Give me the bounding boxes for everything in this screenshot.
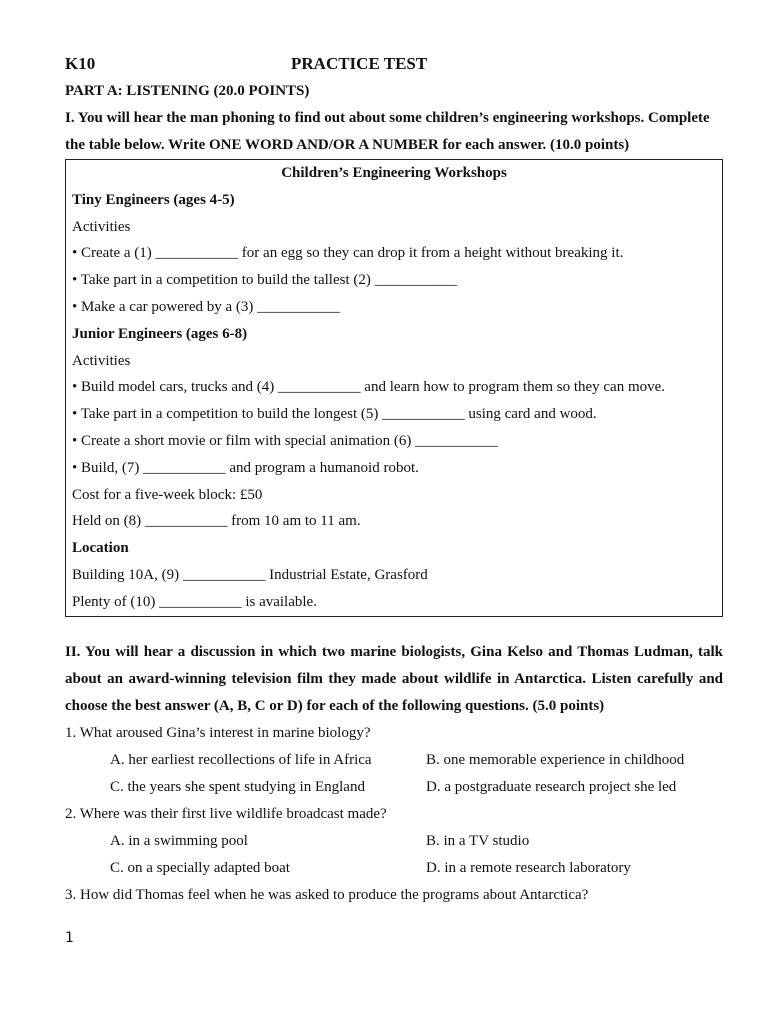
table-line: Building 10A, (9) ___________ Industrial Estate, Grasford [72, 566, 428, 583]
table-line: Tiny Engineers (ages 4-5) [72, 191, 235, 208]
part-a-heading: PART A: LISTENING (20.0 POINTS) [65, 83, 310, 99]
option-b: B. one memorable experience in childhood [426, 751, 685, 768]
option-d: D. in a remote research laboratory [426, 859, 631, 876]
table-line: • Create a (1) ___________ for an egg so they can drop it from a height without breaking it. [72, 245, 624, 262]
header [65, 50, 723, 78]
option-d: D. a postgraduate research project she led [426, 778, 677, 795]
table-line: Junior Engineers (ages 6-8) [72, 325, 248, 342]
option-b: B. in a TV studio [426, 832, 530, 849]
table-line: Held on (8) ___________ from 10 am to 11 am. [72, 513, 361, 530]
page-number: 1 [65, 930, 74, 946]
question-text: 2. Where was their first live wildlife broadcast made? [65, 805, 387, 822]
table-title: Children’s Engineering Workshops [281, 165, 507, 181]
class-code: K10 [65, 54, 96, 73]
table-line: • Build, (7) ___________ and program a humanoid robot. [72, 459, 419, 476]
workshops-table [65, 159, 723, 617]
question-list [65, 720, 723, 882]
option-a: A. her earliest recollections of life in Africa [110, 751, 372, 768]
table-line: • Take part in a competition to build the tallest (2) ___________ [72, 272, 458, 289]
table-line: Cost for a five-week block: £50 [72, 486, 263, 503]
table-line: Activities [72, 218, 131, 235]
table-lines [72, 187, 716, 616]
page [65, 50, 723, 909]
question-3: 3. How did Thomas feel when he was asked to produce the programs about Antarctica? [65, 886, 589, 903]
table-line: • Create a short movie or film with special animation (6) ___________ [72, 432, 498, 449]
section1-instruction-line1: I. You will hear the man phoning to find out about some children’s engineering workshops. Complete [65, 110, 710, 126]
section1-instruction-line2: the table below. Write ONE WORD AND/OR A NUMBER for each answer. (10.0 points) [65, 137, 630, 153]
table-line: • Make a car powered by a (3) ___________ [72, 298, 340, 315]
option-row [65, 855, 723, 882]
option-row [65, 747, 723, 774]
option-row [65, 774, 723, 801]
table-line: Activities [72, 352, 131, 369]
option-a: A. in a swimming pool [110, 832, 248, 849]
table-line: • Build model cars, trucks and (4) ___________ and learn how to program them so they can move. [72, 379, 666, 396]
table-line: Plenty of (10) ___________ is available. [72, 593, 317, 610]
question-text: 1. What aroused Gina’s interest in marine biology? [65, 724, 371, 741]
section2-instruction: II. You will hear a discussion in which two marine biologists, Gina Kelso and Thomas Ludman, talk about an award-winning television film they made about wildlife in Antarctica. Listen carefully and choose the best answer (A, B, C or D) for each of the following questions. (5.0 points) [65, 643, 723, 714]
option-c: C. on a specially adapted boat [110, 859, 290, 876]
table-line: • Take part in a competition to build the longest (5) ___________ using card and wood. [72, 406, 597, 423]
option-c: C. the years she spent studying in England [110, 778, 365, 795]
page-title: PRACTICE TEST [291, 54, 428, 73]
option-row [65, 828, 723, 855]
table-line: Location [72, 540, 129, 557]
